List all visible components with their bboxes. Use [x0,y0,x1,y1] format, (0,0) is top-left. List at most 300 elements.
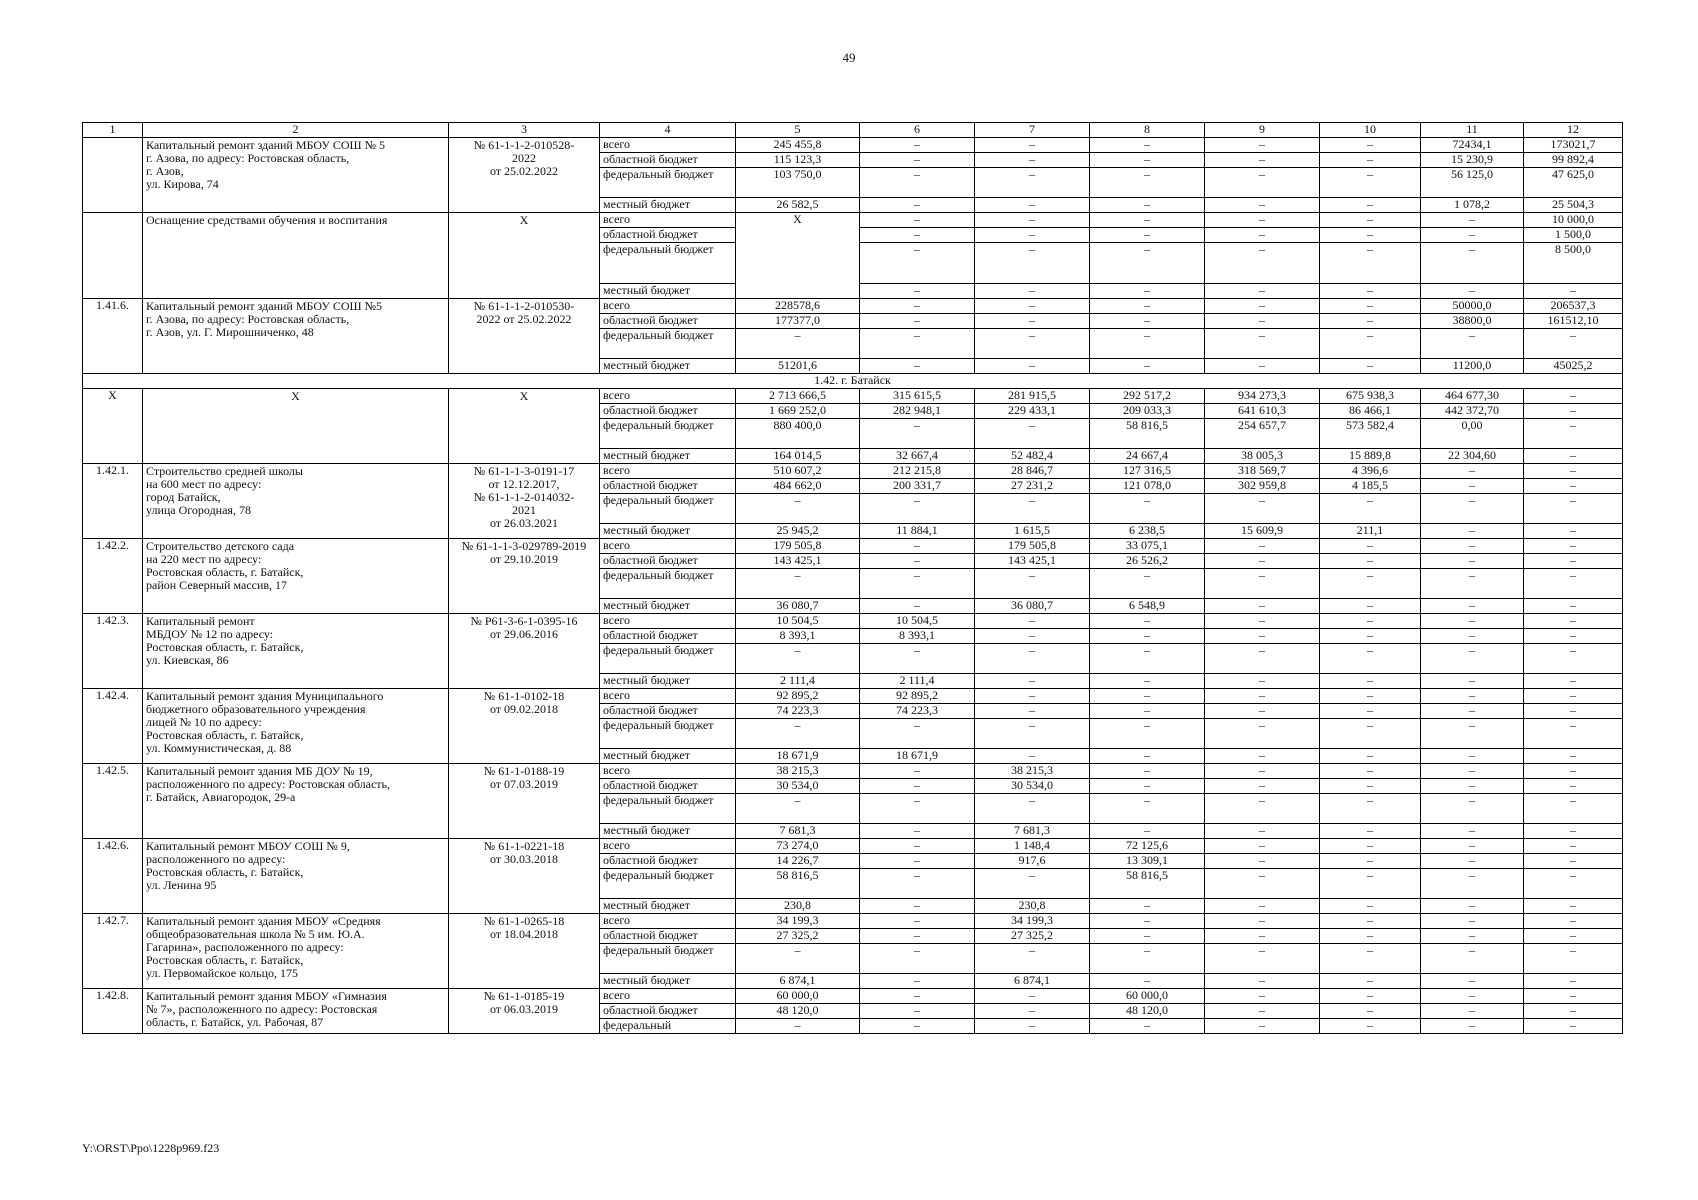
value-col-11: – [1421,539,1524,554]
value-col-8: – [1090,299,1205,314]
value-col-8: – [1090,944,1205,974]
value-col-8: – [1090,329,1205,359]
value-col-6: – [860,719,975,749]
value-col-5: 6 874,1 [736,974,860,989]
value-col-9: – [1205,914,1320,929]
value-col-10: – [1320,329,1421,359]
value-col-10: – [1320,854,1421,869]
value-col-12: – [1524,569,1623,599]
item-number: 1.42.3. [83,614,143,689]
column-header-2: 2 [143,123,449,138]
value-col-10: – [1320,554,1421,569]
value-col-10: – [1320,284,1421,299]
funding-source: областной бюджет [600,228,736,243]
value-col-10: 573 582,4 [1320,419,1421,449]
description-line: улица Огородная, 78 [146,503,251,517]
value-col-10: – [1320,644,1421,674]
value-col-8: – [1090,674,1205,689]
item-number: 1.42.4. [83,689,143,764]
document-line: от 18.04.2018 [489,927,559,941]
funding-source: местный бюджет [600,524,736,539]
value-col-5: – [736,794,860,824]
value-col-7: 1 148,4 [975,839,1090,854]
value-col-12: – [1524,449,1623,464]
value-col-9: – [1205,359,1320,374]
value-col-7: – [975,419,1090,449]
funding-source: федеральный бюджет [600,869,736,899]
value-col-5: 34 199,3 [736,914,860,929]
value-col-10: – [1320,213,1421,228]
value-col-10: – [1320,359,1421,374]
funding-source: местный бюджет [600,974,736,989]
value-col-11: – [1421,854,1524,869]
value-col-11: 0,00 [1421,419,1524,449]
value-col-9: – [1205,228,1320,243]
description-line: Строительство средней школы [146,464,303,478]
value-col-8: 58 816,5 [1090,419,1205,449]
description-line: Капитальный ремонт здания МБОУ «Гимназия [146,989,387,1003]
value-col-9: – [1205,1004,1320,1019]
funding-source: всего [600,989,736,1004]
funding-source: областной бюджет [600,1004,736,1019]
value-col-7: 36 080,7 [975,599,1090,614]
value-col-5: 30 534,0 [736,779,860,794]
value-col-9: – [1205,989,1320,1004]
value-col-9: – [1205,854,1320,869]
value-col-12: 99 892,4 [1524,153,1623,168]
value-col-12: – [1524,914,1623,929]
value-col-6: – [860,929,975,944]
funding-source: местный бюджет [600,198,736,213]
document-line: от 26.03.2021 [489,516,559,530]
value-col-6: – [860,539,975,554]
value-col-7: 28 846,7 [975,464,1090,479]
value-col-9: 38 005,3 [1205,449,1320,464]
document-line: № 61-1-1-2-010528- [473,138,575,152]
value-col-6: – [860,213,975,228]
value-col-10: – [1320,243,1421,284]
value-col-5: 510 607,2 [736,464,860,479]
value-col-10: – [1320,749,1421,764]
value-col-8: – [1090,794,1205,824]
description-line: г. Батайск, Авиагородок, 29-а [146,790,296,804]
item-number: 1.42.5. [83,764,143,839]
value-col-5: 27 325,2 [736,929,860,944]
table-row [83,914,1623,929]
table-row [83,839,1623,854]
value-col-9: – [1205,314,1320,329]
document-line: № 61-1-0102-18 [483,689,565,703]
description-line: Капитальный ремонт здания Муниципального [146,689,384,703]
value-col-8: – [1090,1019,1205,1034]
document-line: № Р61-3-6-1-0395-16 [470,614,578,628]
value-col-7: – [975,138,1090,153]
value-col-10: – [1320,974,1421,989]
description-line: Капитальный ремонт здания МБ ДОУ № 19, [146,764,373,778]
column-header-7: 7 [975,123,1090,138]
value-col-7: – [975,359,1090,374]
item-description [143,539,449,614]
value-col-9: – [1205,869,1320,899]
value-col-7: 1 615,5 [975,524,1090,539]
value-col-7: – [975,794,1090,824]
value-col-6: 8 393,1 [860,629,975,644]
document-line: 2022 [512,151,536,165]
value-col-11: – [1421,599,1524,614]
table-row [83,464,1623,479]
value-col-11: – [1421,569,1524,599]
value-col-9: – [1205,764,1320,779]
value-col-7: – [975,494,1090,524]
value-col-9: – [1205,554,1320,569]
value-col-6: – [860,944,975,974]
column-header-11: 11 [1421,123,1524,138]
value-col-8: 292 517,2 [1090,389,1205,404]
value-col-5: 2 111,4 [736,674,860,689]
value-col-9: – [1205,974,1320,989]
item-description [143,989,449,1034]
column-header-9: 9 [1205,123,1320,138]
value-col-10: – [1320,299,1421,314]
table-row [83,539,1623,554]
item-description [143,389,449,464]
value-col-12: – [1524,494,1623,524]
value-col-10: 675 938,3 [1320,389,1421,404]
value-col-7: – [975,704,1090,719]
value-col-5: 179 505,8 [736,539,860,554]
value-col-7: 7 681,3 [975,824,1090,839]
value-col-10: – [1320,704,1421,719]
value-col-12: – [1524,674,1623,689]
value-col-9: – [1205,779,1320,794]
value-col-12: 1 500,0 [1524,228,1623,243]
value-col-9: 318 569,7 [1205,464,1320,479]
value-col-9: – [1205,198,1320,213]
document-line: от 12.12.2017, [488,477,560,491]
document-number [449,389,600,464]
value-col-12: 8 500,0 [1524,243,1623,284]
table-row [83,299,1623,314]
value-col-8: – [1090,168,1205,198]
value-col-5: 230,8 [736,899,860,914]
value-col-7: – [975,719,1090,749]
document-number [449,614,600,689]
item-description [143,839,449,914]
value-col-11: – [1421,243,1524,284]
value-col-8: – [1090,749,1205,764]
value-col-6: – [860,284,975,299]
value-col-9: – [1205,329,1320,359]
description-line: общеобразовательная школа № 5 им. Ю.А. [146,927,365,941]
funding-source: местный бюджет [600,284,736,299]
description-line: расположенного по адресу: [146,852,286,866]
value-col-10: – [1320,569,1421,599]
description-line: Гагарина», расположенного по адресу: [146,940,344,954]
funding-source: местный бюджет [600,674,736,689]
value-col-9: – [1205,629,1320,644]
value-col-12: – [1524,794,1623,824]
description-line: Х [291,389,300,403]
description-line: г. Азов, ул. Г. Мирошниченко, 48 [146,325,314,339]
description-line: ул. Коммунистическая, д. 88 [146,741,292,755]
value-col-5: 48 120,0 [736,1004,860,1019]
document-line: № 61-1-1-2-014032- [473,490,575,504]
value-col-5: Х [736,213,860,299]
value-col-11: 56 125,0 [1421,168,1524,198]
value-col-6: – [860,168,975,198]
value-col-6: 200 331,7 [860,479,975,494]
value-col-12: – [1524,944,1623,974]
funding-source: местный бюджет [600,449,736,464]
description-line: Ростовская область, г. Батайск, [146,953,304,967]
value-col-12: – [1524,1019,1623,1034]
value-col-8: – [1090,689,1205,704]
funding-source: местный бюджет [600,899,736,914]
value-col-10: – [1320,794,1421,824]
funding-source: местный бюджет [600,749,736,764]
funding-source: всего [600,689,736,704]
value-col-8: – [1090,494,1205,524]
document-line: № 61-1-0221-18 [483,839,565,853]
value-col-8: – [1090,284,1205,299]
description-line: Ростовская область, г. Батайск, [146,865,304,879]
document-number [449,213,600,299]
value-col-5: 74 223,3 [736,704,860,719]
item-number [83,213,143,299]
value-col-11: – [1421,794,1524,824]
value-col-12: – [1524,689,1623,704]
value-col-7: 27 325,2 [975,929,1090,944]
value-col-9: – [1205,749,1320,764]
file-path-footer: Y:\ORST\Ppo\1228p969.f23 [82,1141,220,1155]
value-col-9: 641 610,3 [1205,404,1320,419]
value-col-5: 7 681,3 [736,824,860,839]
description-line: ул. Ленина 95 [146,878,217,892]
value-col-12: – [1524,419,1623,449]
value-col-11: – [1421,1004,1524,1019]
value-col-6: – [860,314,975,329]
value-col-9: – [1205,213,1320,228]
description-line: район Северный массив, 17 [146,578,288,592]
funding-source: федеральный бюджет [600,419,736,449]
value-col-5: 25 945,2 [736,524,860,539]
value-col-12: – [1524,719,1623,749]
value-col-10: – [1320,689,1421,704]
value-col-12: – [1524,539,1623,554]
value-col-5: – [736,569,860,599]
description-line: № 7», расположенного по адресу: Ростовская [146,1002,378,1016]
description-line: бюджетного образовательного учреждения [146,702,366,716]
value-col-8: – [1090,228,1205,243]
value-col-5: 73 274,0 [736,839,860,854]
value-col-12: – [1524,974,1623,989]
table-row [83,138,1623,153]
value-col-8: 127 316,5 [1090,464,1205,479]
value-col-11: – [1421,554,1524,569]
value-col-6: – [860,299,975,314]
value-col-6: 2 111,4 [860,674,975,689]
funding-source: всего [600,389,736,404]
value-col-8: 13 309,1 [1090,854,1205,869]
value-col-11: 22 304,60 [1421,449,1524,464]
value-col-7: 281 915,5 [975,389,1090,404]
funding-source: всего [600,764,736,779]
description-line: Капитальный ремонт зданий МБОУ СОШ №5 [146,299,383,313]
funding-source: федеральный бюджет [600,644,736,674]
value-col-6: 10 504,5 [860,614,975,629]
value-col-6: – [860,914,975,929]
value-col-6: – [860,974,975,989]
value-col-7: 230,8 [975,899,1090,914]
value-col-9: – [1205,674,1320,689]
item-description [143,689,449,764]
value-col-5: 38 215,3 [736,764,860,779]
value-col-9: – [1205,824,1320,839]
item-number: 1.42.6. [83,839,143,914]
value-col-7: – [975,168,1090,198]
value-col-7: 229 433,1 [975,404,1090,419]
document-line: от 07.03.2019 [489,777,559,791]
value-col-6: 212 215,8 [860,464,975,479]
value-col-11: 11200,0 [1421,359,1524,374]
item-description [143,138,449,213]
value-col-11: – [1421,779,1524,794]
value-col-11: – [1421,749,1524,764]
value-col-12: – [1524,404,1623,419]
funding-source: областной бюджет [600,554,736,569]
page-number: 49 [842,50,856,65]
funding-source: всего [600,299,736,314]
document-line: 2021 [512,503,536,517]
value-col-7: 27 231,2 [975,479,1090,494]
value-col-7: 30 534,0 [975,779,1090,794]
description-line: на 600 мест по адресу: [146,477,262,491]
funding-source: всего [600,213,736,228]
value-col-12: – [1524,599,1623,614]
document-number [449,689,600,764]
value-col-7: – [975,213,1090,228]
value-col-7: 917,6 [975,854,1090,869]
value-col-5: 58 816,5 [736,869,860,899]
value-col-11: – [1421,464,1524,479]
funding-source: всего [600,138,736,153]
value-col-8: 121 078,0 [1090,479,1205,494]
value-col-8: – [1090,359,1205,374]
value-col-10: 4 396,6 [1320,464,1421,479]
funding-source: местный бюджет [600,359,736,374]
value-col-9: – [1205,494,1320,524]
value-col-6: – [860,794,975,824]
description-line: Капитальный ремонт здания МБОУ «Средняя [146,914,381,928]
value-col-5: 14 226,7 [736,854,860,869]
value-col-8: – [1090,929,1205,944]
description-line: МБДОУ № 12 по адресу: [146,627,274,641]
item-number: 1.42.2. [83,539,143,614]
value-col-5: 103 750,0 [736,168,860,198]
value-col-12: – [1524,329,1623,359]
document-number [449,914,600,989]
funding-source: областной бюджет [600,314,736,329]
value-col-6: 11 884,1 [860,524,975,539]
value-col-7: 179 505,8 [975,539,1090,554]
value-col-5: 880 400,0 [736,419,860,449]
value-col-8: – [1090,899,1205,914]
item-number: 1.42.8. [83,989,143,1034]
value-col-12: – [1524,284,1623,299]
item-number: Х [83,389,143,464]
value-col-5: – [736,494,860,524]
document-line: № 61-1-1-2-010530- [473,299,575,313]
value-col-11: – [1421,1019,1524,1034]
funding-source: всего [600,839,736,854]
value-col-8: – [1090,779,1205,794]
document-line: от 06.03.2019 [489,1002,559,1016]
value-col-5: 115 123,3 [736,153,860,168]
value-col-5: 228578,6 [736,299,860,314]
value-col-8: 26 526,2 [1090,554,1205,569]
description-line: ул. Кирова, 74 [146,177,219,191]
funding-source: федеральный бюджет [600,243,736,284]
funding-source: местный бюджет [600,824,736,839]
value-col-6: 74 223,3 [860,704,975,719]
value-col-12: – [1524,899,1623,914]
value-col-9: – [1205,944,1320,974]
table-row [83,689,1623,704]
value-col-5: 36 080,7 [736,599,860,614]
funding-source: областной бюджет [600,704,736,719]
value-col-10: – [1320,198,1421,213]
value-col-11: – [1421,869,1524,899]
value-col-11: – [1421,929,1524,944]
value-col-11: 15 230,9 [1421,153,1524,168]
table-row [83,764,1623,779]
value-col-7: – [975,989,1090,1004]
value-col-12: – [1524,749,1623,764]
value-col-9: – [1205,899,1320,914]
value-col-8: – [1090,914,1205,929]
value-col-12: – [1524,554,1623,569]
value-col-8: – [1090,198,1205,213]
value-col-8: – [1090,629,1205,644]
item-number: 1.42.7. [83,914,143,989]
value-col-12: – [1524,779,1623,794]
value-col-11: – [1421,914,1524,929]
value-col-7: – [975,153,1090,168]
value-col-12: – [1524,869,1623,899]
funding-source: всего [600,914,736,929]
value-col-6: – [860,198,975,213]
value-col-12: 173021,7 [1524,138,1623,153]
funding-source: всего [600,539,736,554]
value-col-5: 10 504,5 [736,614,860,629]
document-line: № 61-1-1-3-029789-2019 [461,539,587,553]
value-col-10: – [1320,764,1421,779]
value-col-10: – [1320,719,1421,749]
value-col-12: – [1524,479,1623,494]
value-col-7: – [975,228,1090,243]
value-col-7: 38 215,3 [975,764,1090,779]
value-col-9: – [1205,794,1320,824]
table-row [83,213,1623,228]
value-col-12: 206537,3 [1524,299,1623,314]
value-col-6: – [860,854,975,869]
item-description [143,764,449,839]
value-col-11: – [1421,704,1524,719]
value-col-7: – [975,1004,1090,1019]
value-col-5: 177377,0 [736,314,860,329]
value-col-6: – [860,138,975,153]
item-number: 1.41.6. [83,299,143,374]
